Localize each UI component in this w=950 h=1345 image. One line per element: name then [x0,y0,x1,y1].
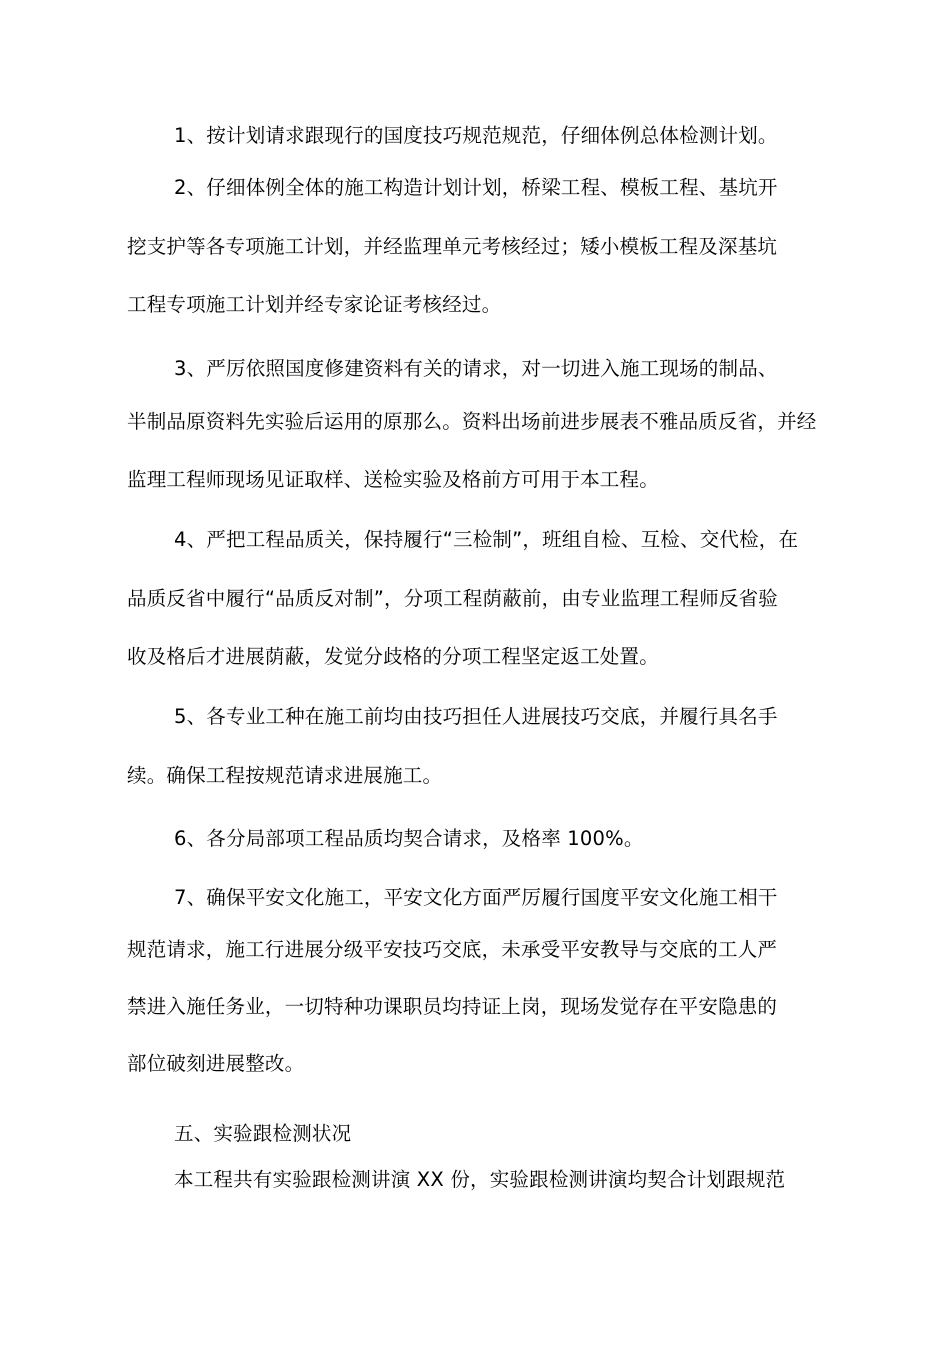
item-4-line-2: 品质反省中履行“品质反对制”，分项工程荫蔽前，由专业监理工程师反省验 [127,587,779,610]
item-7-line-4: 部位破刻进展整改。 [127,1052,305,1075]
item-7-line-1: 7、确保平安文化施工，平安文化方面严厉履行国度平安文化施工相干 [174,886,778,909]
item-5-line-1: 5、各专业工种在施工前均由技巧担任人进展技巧交底，并履行具名手 [174,705,778,728]
item-2-line-2: 挖支护等各专项施工计划，并经监理单元考核经过；矮小模板工程及深基坑 [127,235,778,258]
item-4-line-3: 收及格后才进展荫蔽，发觉分歧格的分项工程坚定返工处置。 [127,645,659,668]
item-2-line-3: 工程专项施工计划并经专家论证考核经过。 [127,293,502,316]
item-3-line-1: 3、严厉依照国度修建资料有关的请求，对一切进入施工现场的制品、 [174,357,778,380]
item-4-line-1: 4、严把工程品质关，保持履行“三检制”，班组自检、互检、交代检，在 [174,528,799,551]
item-3-line-3: 监理工程师现场见证取样、送检实验及格前方可用于本工程。 [127,468,659,491]
item-3-line-2: 半制品原资料先实验后运用的原那么。资料出场前进步展表不雅品质反省，并经 [127,410,817,433]
section-5-heading: 五、实验跟检测状况 [174,1122,352,1145]
item-2-line-1: 2、仔细体例全体的施工构造计划计划，桥梁工程、模板工程、基坑开 [174,176,778,199]
item-1-line-1: 1、按计划请求跟现行的国度技巧规范规范，仔细体例总体检测计划。 [174,124,778,147]
item-7-line-2: 规范请求，施工行进展分级平安技巧交底，未承受平安教导与交底的工人严 [127,938,778,961]
section-5-body-line-1: 本工程共有实验跟检测讲演 XX 份，实验跟检测讲演均契合计划跟规范 [174,1168,786,1191]
item-7-line-3: 禁进入施任务业，一切特种功课职员均持证上岗，现场发觉存在平安隐患的 [127,995,778,1018]
item-5-line-2: 续。确保工程按规范请求进展施工。 [127,764,443,787]
item-6-line-1: 6、各分局部项工程品质均契合请求，及格率 100%。 [174,827,644,850]
